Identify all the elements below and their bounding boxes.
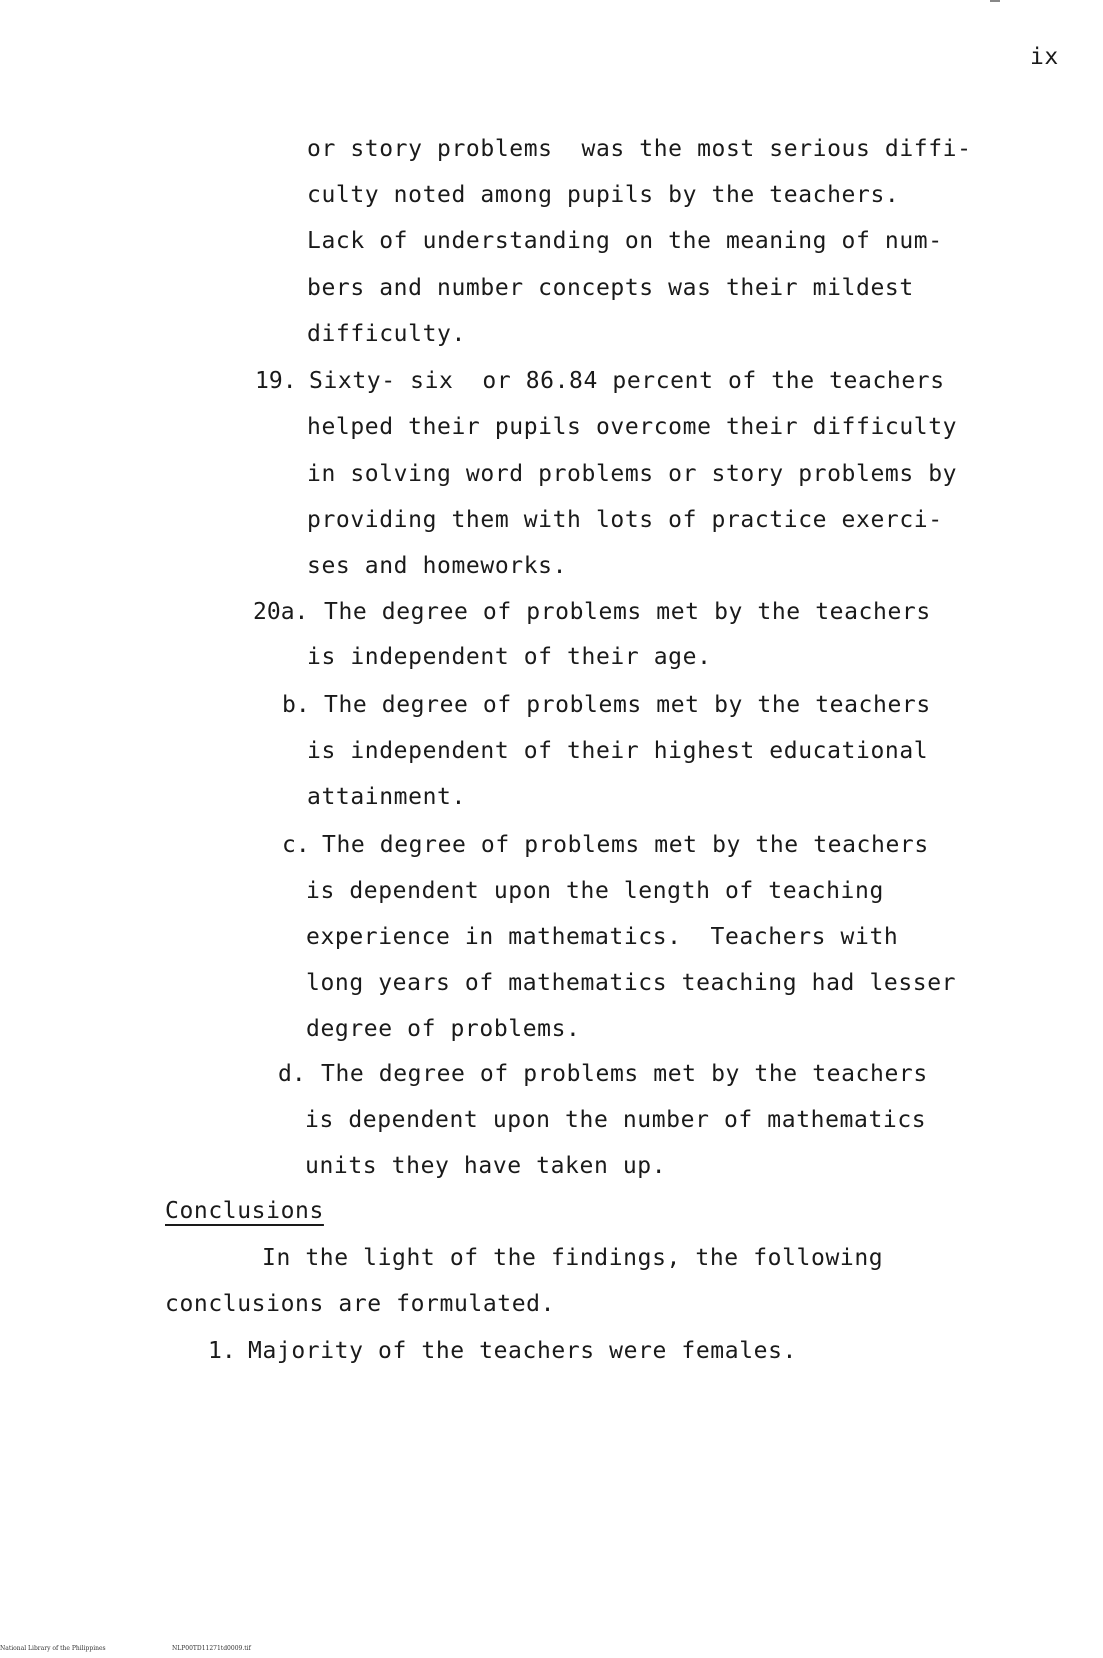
text-line: experience in mathematics. Teachers with: [306, 924, 899, 950]
item-marker: b.: [282, 692, 310, 718]
text-line: The degree of problems met by the teachers: [322, 832, 929, 858]
footer-file-name: NLP00TD11271td0009.tif: [172, 1645, 251, 1652]
text-line: ses and homeworks.: [307, 553, 568, 579]
text-line: culty noted among pupils by the teachers.: [307, 182, 900, 208]
page-number: ix: [1030, 44, 1059, 70]
text-line: The degree of problems met by the teachers: [321, 1061, 928, 1087]
text-line: Sixty- six or 86.84 percent of the teachers: [309, 368, 945, 394]
text-line: is dependent upon the length of teaching: [306, 878, 884, 904]
text-line: providing them with lots of practice exerci-: [307, 507, 943, 533]
text-line: degree of problems.: [306, 1016, 581, 1042]
item-marker: c.: [282, 832, 310, 858]
text-line: long years of mathematics teaching had lesser: [306, 970, 957, 996]
item-marker: 20a.: [253, 599, 309, 625]
text-line: in solving word problems or story problems by: [307, 461, 958, 487]
section-heading: Conclusions: [165, 1198, 324, 1224]
text-line: units they have taken up.: [305, 1153, 667, 1179]
footer-library-name: National Library of the Philippines: [0, 1645, 106, 1652]
text-line: helped their pupils overcome their difficulty: [307, 414, 958, 440]
text-line: Lack of understanding on the meaning of num-: [307, 228, 943, 254]
item-marker: d.: [278, 1061, 306, 1087]
scan-artifact: [990, 0, 1000, 2]
text-line: The degree of problems met by the teachers: [324, 599, 931, 625]
text-line: is independent of their age.: [307, 644, 712, 670]
text-line: is independent of their highest educational: [307, 738, 929, 764]
item-marker: 1.: [208, 1338, 236, 1364]
item-marker: 19.: [255, 368, 297, 394]
text-line: difficulty.: [307, 321, 466, 347]
text-line: is dependent upon the number of mathematics: [305, 1107, 927, 1133]
text-line: attainment.: [307, 784, 466, 810]
text-line: or story problems was the most serious diffi-: [307, 136, 972, 162]
text-line: The degree of problems met by the teachers: [324, 692, 931, 718]
text-line: Majority of the teachers were females.: [248, 1338, 797, 1364]
text-line: conclusions are formulated.: [165, 1291, 556, 1317]
text-line: In the light of the findings, the following: [262, 1245, 884, 1271]
text-line: bers and number concepts was their mildest: [307, 275, 914, 301]
